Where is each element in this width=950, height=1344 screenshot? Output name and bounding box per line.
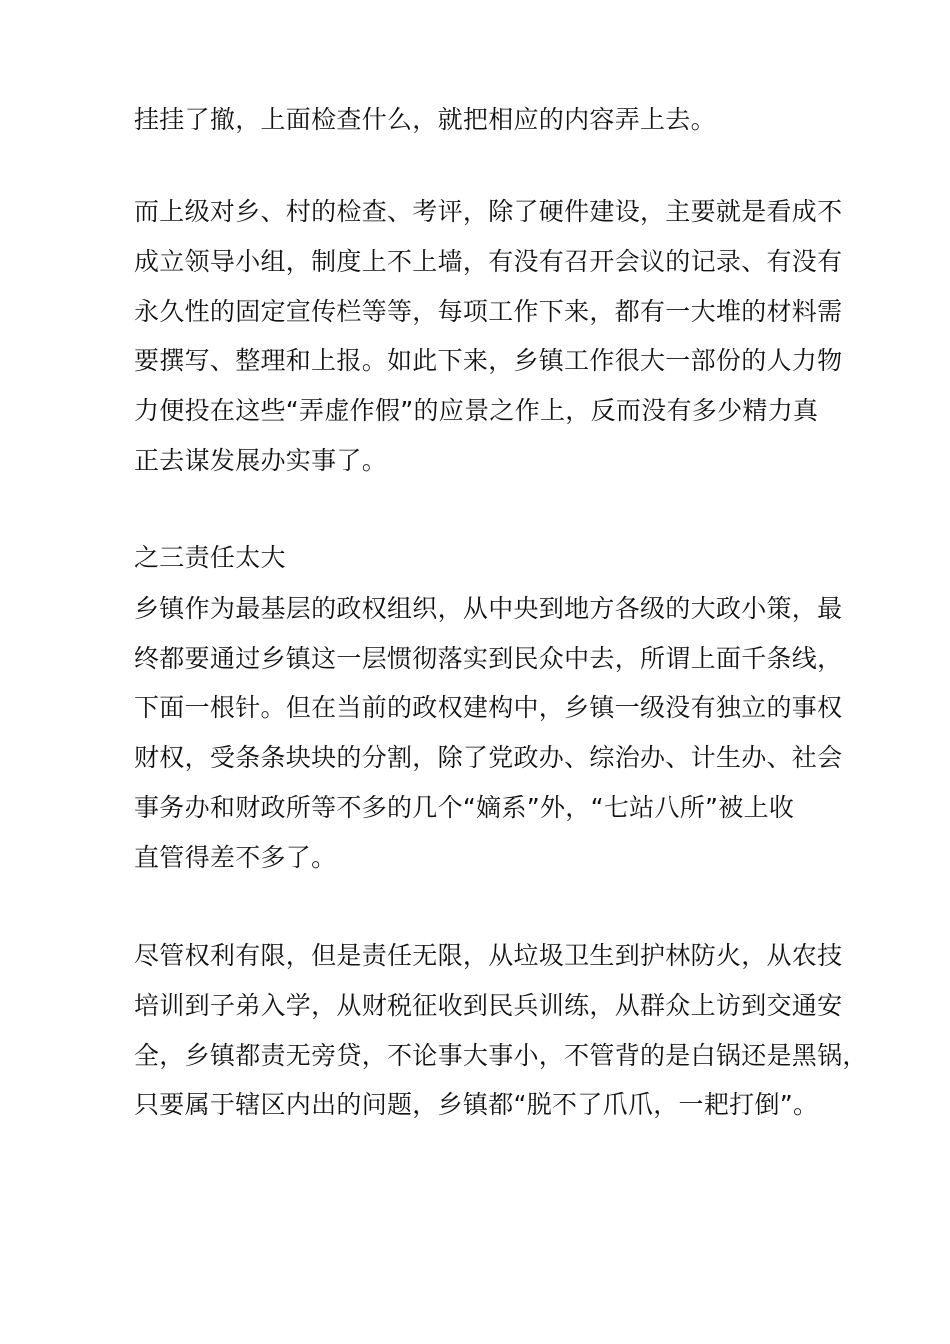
paragraph-line: 乡镇作为最基层的政权组织，从中央到地方各级的大政小策，最 bbox=[134, 594, 843, 623]
paragraph-line: 终都要通过乡镇这一层惯彻落实到民众中去，所谓上面千条线， bbox=[134, 644, 843, 673]
paragraph-line: 挂挂了撤，上面检查什么，就把相应的内容弄上去。 bbox=[134, 105, 716, 134]
paragraph-line: 正去谋发展办实事了。 bbox=[134, 446, 388, 475]
paragraph-line: 而上级对乡、村的检查、考评，除了硬件建设，主要就是看成不 bbox=[134, 197, 843, 226]
paragraph-line: 培训到子弟入学，从财税征收到民兵训练，从群众上访到交通安 bbox=[134, 991, 843, 1020]
paragraph-line: 财权，受条条块块的分割，除了党政办、综治办、计生办、社会 bbox=[134, 743, 843, 772]
paragraph-line: 事务办和财政所等不多的几个“嫡系”外，“七站八所”被上收 bbox=[134, 793, 795, 822]
paragraph-line: 成立领导小组，制度上不上墙，有没有召开会议的记录、有没有 bbox=[134, 247, 843, 276]
paragraph-line: 直管得差不多了。 bbox=[134, 843, 337, 872]
paragraph-line: 尽管权利有限，但是责任无限，从垃圾卫生到护林防火，从农技 bbox=[134, 941, 843, 970]
paragraph-line: 下面一根针。但在当前的政权建构中，乡镇一级没有独立的事权 bbox=[134, 693, 843, 722]
paragraph-line: 要撰写、整理和上报。如此下来，乡镇工作很大一部份的人力物 bbox=[134, 346, 843, 375]
paragraph-line: 全，乡镇都责无旁贷，不论事大事小，不管背的是白锅还是黑锅， bbox=[134, 1041, 868, 1070]
paragraph-line: 只要属于辖区内出的问题，乡镇都“脱不了爪爪，一耙打倒”。 bbox=[134, 1090, 819, 1119]
paragraph-line: 永久性的固定宣传栏等等，每项工作下来，都有一大堆的材料需 bbox=[134, 297, 843, 326]
paragraph-line: 力便投在这些“弄虚作假”的应景之作上，反而没有多少精力真 bbox=[134, 396, 819, 425]
section-heading: 之三责任太大 bbox=[134, 543, 286, 572]
